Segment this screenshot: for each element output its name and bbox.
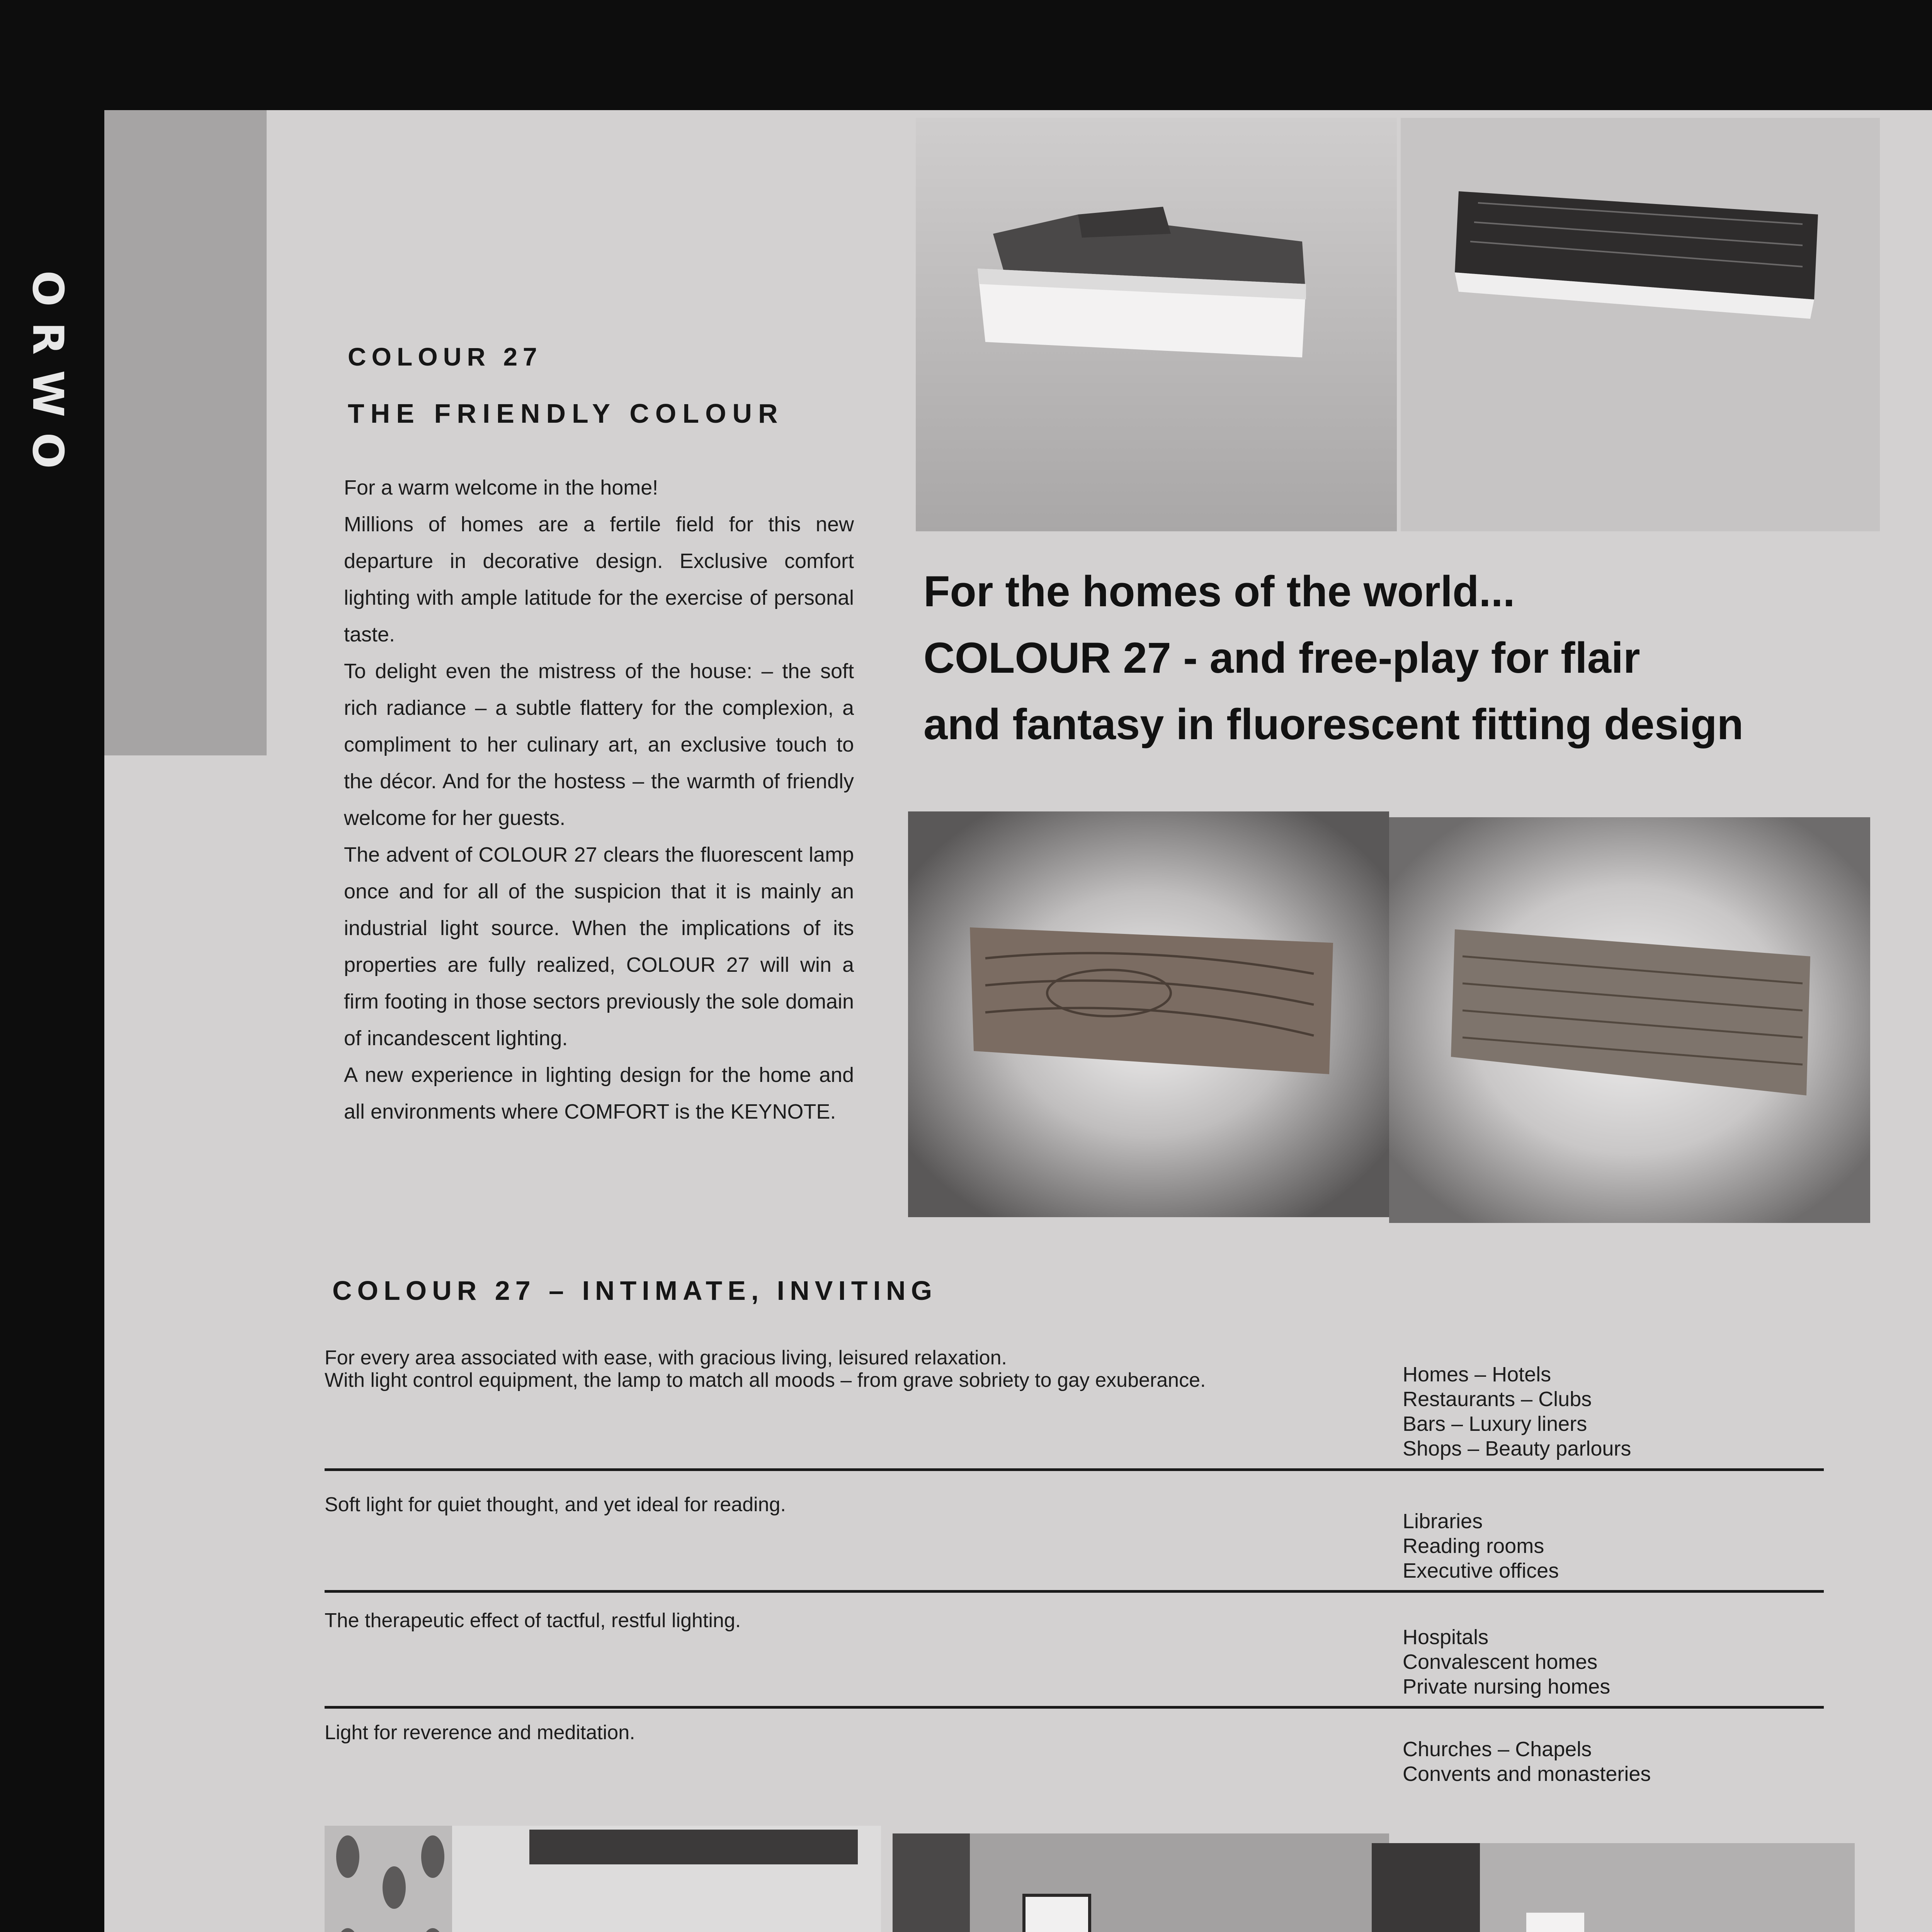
place-item: Restaurants – Clubs	[1403, 1388, 1592, 1411]
divider-rule	[325, 1468, 1824, 1471]
place-item: Convalescent homes	[1403, 1650, 1598, 1673]
description-line: Soft light for quiet thought, and yet ideal for reading.	[325, 1493, 786, 1516]
description-line: With light control equipment, the lamp to match all moods – from grave sobriety to gay exuberance.	[325, 1369, 1206, 1391]
headline-line: COLOUR 27 - and free-play for flair	[923, 634, 1640, 682]
photo-wall-fitting-wood	[1401, 118, 1880, 531]
intro-paragraph: Millions of homes are a fertile field for this new departure in decorative design. Exclusive comfort lighting with ample latitude for the exercise of personal taste.	[344, 513, 854, 646]
gray-band	[104, 110, 267, 755]
application-description	[325, 1493, 1291, 1516]
application-description	[325, 1609, 1291, 1632]
place-item: Churches – Chapels	[1403, 1738, 1592, 1761]
place-item: Shops – Beauty parlours	[1403, 1437, 1631, 1460]
photo-wall-fitting-white	[916, 118, 1397, 531]
application-places	[1403, 1509, 1559, 1583]
intro-paragraph: The advent of COLOUR 27 clears the fluorescent lamp once and for all of the suspicion that it is mainly an industrial light source. When the implications of its properties are fully realized, COLOUR 27 will win a firm footing in those sectors previously the sole domain of incandescent lighting.	[344, 843, 854, 1050]
place-item: Bars – Luxury liners	[1403, 1412, 1587, 1435]
headline-line: and fantasy in fluorescent fitting design	[923, 700, 1743, 748]
photo-floor-lamp	[893, 1833, 1389, 1932]
intro-paragraph: For a warm welcome in the home!	[344, 476, 658, 499]
section-heading: COLOUR 27 – INTIMATE, INVITING	[332, 1276, 938, 1306]
application-places	[1403, 1362, 1631, 1461]
description-line: The therapeutic effect of tactful, restful lighting.	[325, 1609, 741, 1632]
brochure-page	[104, 110, 1932, 1932]
place-item: Reading rooms	[1403, 1534, 1544, 1558]
place-item: Libraries	[1403, 1510, 1483, 1533]
photo-glowing-wood-lamp	[908, 811, 1389, 1217]
place-item: Executive offices	[1403, 1559, 1559, 1582]
place-item: Convents and monasteries	[1403, 1762, 1651, 1786]
application-places	[1403, 1625, 1610, 1699]
divider-rule	[325, 1706, 1824, 1709]
headline	[923, 558, 1889, 758]
place-item: Hospitals	[1403, 1626, 1489, 1649]
description-line: Light for reverence and meditation.	[325, 1721, 635, 1744]
photo-floor-lamp-2	[1372, 1843, 1855, 1932]
description-line: For every area associated with ease, with gracious living, leisured relaxation.	[325, 1347, 1007, 1369]
application-description	[325, 1721, 1291, 1744]
place-item: Homes – Hotels	[1403, 1363, 1551, 1386]
application-places	[1403, 1737, 1651, 1786]
divider-rule	[325, 1590, 1824, 1593]
heading-colour-27: COLOUR 27	[348, 342, 543, 371]
intro-text	[344, 469, 854, 1130]
intro-paragraph: To delight even the mistress of the house: – the soft rich radiance – a subtle flattery for the complexion, a compliment to her culinary art, an exclusive touch to the décor. And for the hostess – the warmth of friendly welcome for her guests.	[344, 660, 854, 830]
photo-glowing-wood-lamp-2	[1389, 817, 1870, 1223]
illustration-interior-plants	[325, 1826, 881, 1932]
place-item: Private nursing homes	[1403, 1675, 1611, 1698]
intro-paragraph: A new experience in lighting design for the home and all environments where COMFORT is the KEYNOTE.	[344, 1063, 854, 1123]
headline-line: For the homes of the world...	[923, 567, 1515, 616]
heading-friendly-colour: THE FRIENDLY COLOUR	[348, 398, 784, 429]
film-edge-text: ORWO	[23, 270, 73, 485]
application-description	[325, 1347, 1291, 1391]
